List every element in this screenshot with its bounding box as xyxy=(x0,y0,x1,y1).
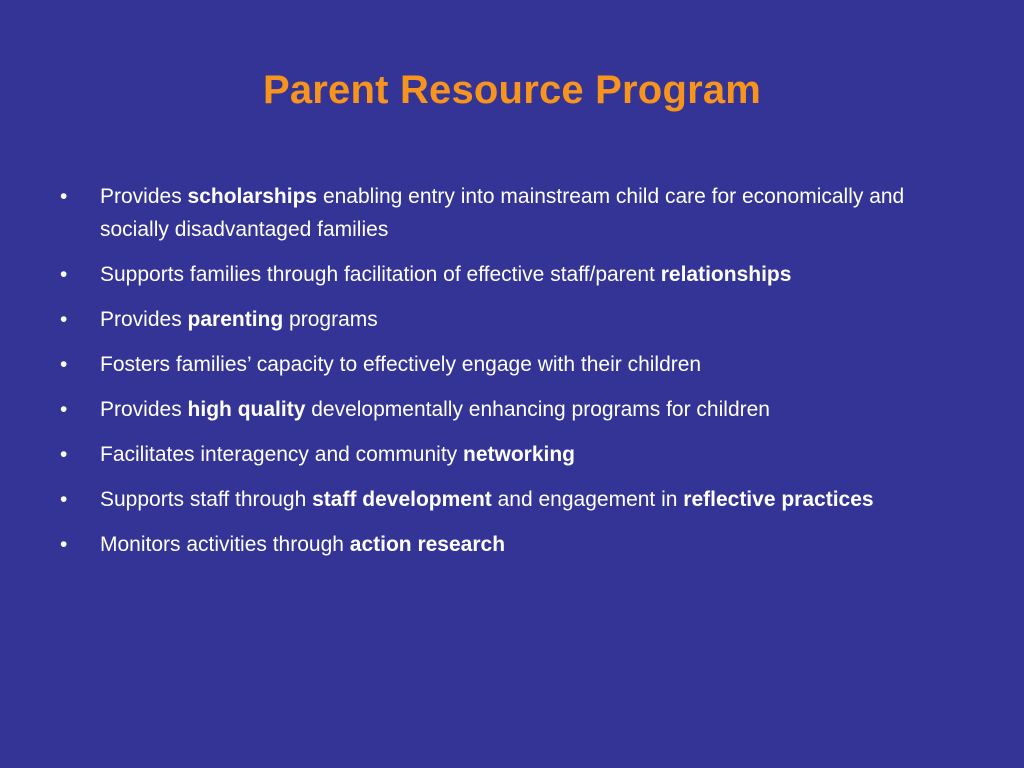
bullet-segment: Fosters families’ capacity to effectively engage with their children xyxy=(100,353,702,376)
bullet-icon: • xyxy=(60,263,68,286)
bullet-item xyxy=(60,180,960,246)
bullet-segment: Monitors activities through xyxy=(100,533,350,556)
bullet-segment: Facilitates interagency and community xyxy=(100,443,463,466)
bullet-item xyxy=(60,303,960,336)
bullet-segment: programs xyxy=(283,308,378,331)
bullet-emphasis: high quality xyxy=(187,398,306,421)
bullet-segment: enabling entry into mainstream child care for economically and socially disadvantaged families xyxy=(100,185,905,241)
bullet-text xyxy=(100,398,770,421)
bullet-segment: Provides xyxy=(100,398,188,421)
slide-title: Parent Resource Program xyxy=(262,68,762,112)
bullet-list xyxy=(60,180,960,573)
bullet-icon: • xyxy=(60,533,68,556)
bullet-icon: • xyxy=(60,308,68,331)
bullet-icon: • xyxy=(60,488,68,511)
bullet-emphasis: staff development xyxy=(312,488,492,511)
bullet-segment: and engagement in xyxy=(491,488,684,511)
bullet-item xyxy=(60,348,960,381)
bullet-item xyxy=(60,258,960,291)
bullet-item xyxy=(60,438,960,471)
bullet-text xyxy=(100,353,701,376)
bullet-text xyxy=(100,488,874,511)
bullet-item xyxy=(60,528,960,561)
bullet-emphasis: action research xyxy=(349,533,506,556)
bullet-text xyxy=(100,443,575,466)
bullet-text xyxy=(100,308,378,331)
bullet-emphasis: reflective practices xyxy=(683,488,874,511)
bullet-segment: Supports families through facilitation of effective staff/parent xyxy=(100,263,661,286)
bullet-segment: Supports staff through xyxy=(100,488,313,511)
bullet-emphasis: relationships xyxy=(660,263,792,286)
bullet-icon: • xyxy=(60,185,68,208)
bullet-segment: developmentally enhancing programs for children xyxy=(305,398,770,421)
bullet-emphasis: networking xyxy=(463,443,576,466)
bullet-text xyxy=(100,185,904,241)
bullet-emphasis: scholarships xyxy=(187,185,318,208)
bullet-item xyxy=(60,483,960,516)
bullet-emphasis: parenting xyxy=(187,308,284,331)
bullet-icon: • xyxy=(60,353,68,376)
bullet-icon: • xyxy=(60,443,68,466)
bullet-item xyxy=(60,393,960,426)
bullet-segment: Provides xyxy=(100,308,188,331)
bullet-segment: Provides xyxy=(100,185,188,208)
bullet-text xyxy=(100,533,505,556)
bullet-text xyxy=(100,263,791,286)
bullet-icon: • xyxy=(60,398,68,421)
